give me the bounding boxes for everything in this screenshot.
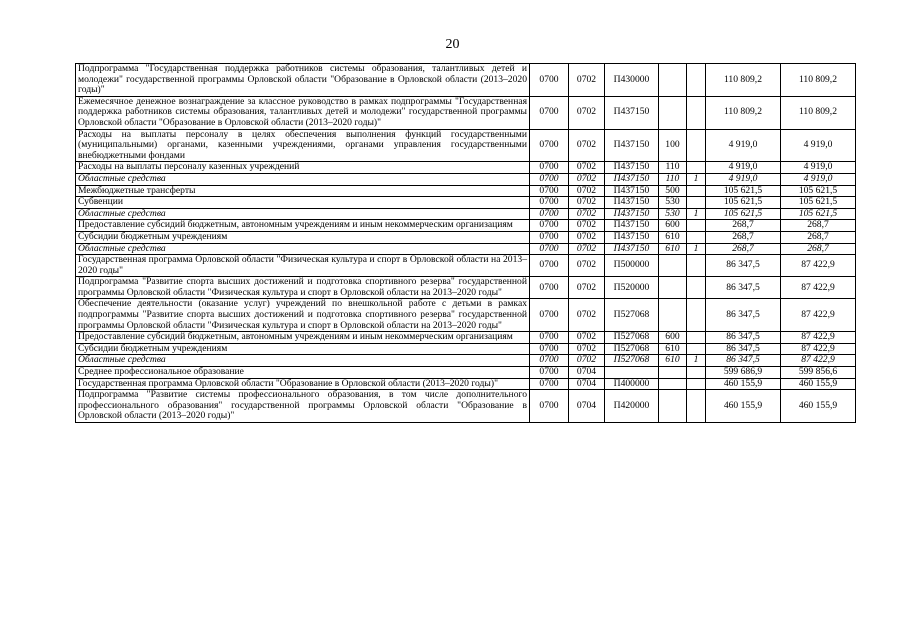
budget-source-code-cell bbox=[687, 197, 706, 209]
row-name-cell: Подпрограмма "Государственная поддержка работников системы образования, талантливых детей и молодежи" государственной программы Орловской области "Образование в Орловской области (2013–2020 годы)" bbox=[76, 64, 530, 97]
expense-type-cell bbox=[659, 255, 687, 277]
target-article-cell: П437150 bbox=[605, 197, 659, 209]
amount-year2-cell: 110 809,2 bbox=[781, 64, 856, 97]
subsection-code-cell: 0702 bbox=[569, 185, 605, 197]
section-code-cell: 0700 bbox=[530, 299, 569, 332]
table-row bbox=[76, 208, 856, 220]
target-article-cell: П400000 bbox=[605, 378, 659, 390]
amount-year1-cell: 86 347,5 bbox=[706, 332, 781, 344]
row-name-cell: Государственная программа Орловской области "Образование в Орловской области (2013–2020 годы)" bbox=[76, 378, 530, 390]
amount-year1-cell: 86 347,5 bbox=[706, 255, 781, 277]
table-row bbox=[76, 299, 856, 332]
row-name-cell: Подпрограмма "Развитие спорта высших достижений и подготовка спортивного резерва" государственной программы Орловской области "Физическая культура и спорт в Орловской области на 2013–2020 годы" bbox=[76, 277, 530, 299]
amount-year2-cell: 460 155,9 bbox=[781, 390, 856, 423]
amount-year2-cell: 268,7 bbox=[781, 231, 856, 243]
row-name-cell: Областные средства bbox=[76, 173, 530, 185]
table-row bbox=[76, 367, 856, 379]
budget-source-code-cell bbox=[687, 220, 706, 232]
amount-year2-cell: 87 422,9 bbox=[781, 299, 856, 332]
row-name-cell: Субвенции bbox=[76, 197, 530, 209]
table-row bbox=[76, 231, 856, 243]
subsection-code-cell: 0704 bbox=[569, 367, 605, 379]
expense-type-cell: 600 bbox=[659, 220, 687, 232]
budget-source-code-cell bbox=[687, 299, 706, 332]
amount-year2-cell: 87 422,9 bbox=[781, 332, 856, 344]
amount-year1-cell: 268,7 bbox=[706, 220, 781, 232]
expense-type-cell: 610 bbox=[659, 231, 687, 243]
amount-year2-cell: 4 919,0 bbox=[781, 173, 856, 185]
expense-type-cell bbox=[659, 367, 687, 379]
budget-source-code-cell bbox=[687, 255, 706, 277]
table-row bbox=[76, 243, 856, 255]
section-code-cell: 0700 bbox=[530, 231, 569, 243]
budget-source-code-cell bbox=[687, 162, 706, 174]
subsection-code-cell: 0704 bbox=[569, 378, 605, 390]
subsection-code-cell: 0702 bbox=[569, 64, 605, 97]
target-article-cell: П420000 bbox=[605, 390, 659, 423]
expense-type-cell bbox=[659, 378, 687, 390]
subsection-code-cell: 0702 bbox=[569, 197, 605, 209]
subsection-code-cell: 0702 bbox=[569, 173, 605, 185]
amount-year1-cell: 4 919,0 bbox=[706, 173, 781, 185]
section-code-cell: 0700 bbox=[530, 185, 569, 197]
target-article-cell: П430000 bbox=[605, 64, 659, 97]
amount-year1-cell: 105 621,5 bbox=[706, 197, 781, 209]
table-row bbox=[76, 185, 856, 197]
section-code-cell: 0700 bbox=[530, 243, 569, 255]
budget-source-code-cell: 1 bbox=[687, 173, 706, 185]
budget-source-code-cell bbox=[687, 231, 706, 243]
expense-type-cell: 610 bbox=[659, 343, 687, 355]
amount-year1-cell: 86 347,5 bbox=[706, 277, 781, 299]
target-article-cell: П527068 bbox=[605, 343, 659, 355]
amount-year2-cell: 4 919,0 bbox=[781, 162, 856, 174]
section-code-cell: 0700 bbox=[530, 378, 569, 390]
amount-year1-cell: 110 809,2 bbox=[706, 64, 781, 97]
amount-year1-cell: 105 621,5 bbox=[706, 208, 781, 220]
table-row bbox=[76, 64, 856, 97]
table-row bbox=[76, 162, 856, 174]
amount-year2-cell: 4 919,0 bbox=[781, 129, 856, 162]
target-article-cell: П437150 bbox=[605, 185, 659, 197]
section-code-cell: 0700 bbox=[530, 96, 569, 129]
row-name-cell: Подпрограмма "Развитие системы профессионального образования, в том числе дополнительного профессионального образования" государственной программы Орловской области "Образование в Орловской области (2013–2020 годы)" bbox=[76, 390, 530, 423]
budget-source-code-cell bbox=[687, 96, 706, 129]
table-row bbox=[76, 197, 856, 209]
amount-year1-cell: 4 919,0 bbox=[706, 162, 781, 174]
subsection-code-cell: 0702 bbox=[569, 162, 605, 174]
subsection-code-cell: 0702 bbox=[569, 129, 605, 162]
amount-year1-cell: 268,7 bbox=[706, 231, 781, 243]
budget-source-code-cell bbox=[687, 129, 706, 162]
expense-type-cell bbox=[659, 299, 687, 332]
target-article-cell bbox=[605, 367, 659, 379]
amount-year2-cell: 105 621,5 bbox=[781, 197, 856, 209]
amount-year1-cell: 460 155,9 bbox=[706, 378, 781, 390]
budget-source-code-cell bbox=[687, 185, 706, 197]
subsection-code-cell: 0702 bbox=[569, 255, 605, 277]
subsection-code-cell: 0702 bbox=[569, 299, 605, 332]
table-row bbox=[76, 343, 856, 355]
subsection-code-cell: 0704 bbox=[569, 390, 605, 423]
amount-year2-cell: 87 422,9 bbox=[781, 277, 856, 299]
expense-type-cell bbox=[659, 390, 687, 423]
table-row bbox=[76, 390, 856, 423]
target-article-cell: П437150 bbox=[605, 220, 659, 232]
budget-source-code-cell: 1 bbox=[687, 355, 706, 367]
budget-source-code-cell: 1 bbox=[687, 208, 706, 220]
section-code-cell: 0700 bbox=[530, 129, 569, 162]
expense-type-cell: 500 bbox=[659, 185, 687, 197]
target-article-cell: П437150 bbox=[605, 243, 659, 255]
amount-year2-cell: 87 422,9 bbox=[781, 255, 856, 277]
row-name-cell: Областные средства bbox=[76, 208, 530, 220]
subsection-code-cell: 0702 bbox=[569, 208, 605, 220]
amount-year2-cell: 87 422,9 bbox=[781, 343, 856, 355]
subsection-code-cell: 0702 bbox=[569, 220, 605, 232]
expense-type-cell: 100 bbox=[659, 129, 687, 162]
section-code-cell: 0700 bbox=[530, 343, 569, 355]
section-code-cell: 0700 bbox=[530, 390, 569, 423]
table-row bbox=[76, 255, 856, 277]
target-article-cell: П437150 bbox=[605, 96, 659, 129]
table-row bbox=[76, 96, 856, 129]
section-code-cell: 0700 bbox=[530, 355, 569, 367]
target-article-cell: П437150 bbox=[605, 129, 659, 162]
table-row bbox=[76, 332, 856, 344]
target-article-cell: П520000 bbox=[605, 277, 659, 299]
row-name-cell: Среднее профессиональное образование bbox=[76, 367, 530, 379]
target-article-cell: П527068 bbox=[605, 299, 659, 332]
row-name-cell: Областные средства bbox=[76, 355, 530, 367]
table-row bbox=[76, 277, 856, 299]
target-article-cell: П437150 bbox=[605, 173, 659, 185]
amount-year1-cell: 86 347,5 bbox=[706, 343, 781, 355]
amount-year1-cell: 268,7 bbox=[706, 243, 781, 255]
row-name-cell: Предоставление субсидий бюджетным, автономным учреждениям и иным некоммерческим организациям bbox=[76, 332, 530, 344]
subsection-code-cell: 0702 bbox=[569, 277, 605, 299]
amount-year2-cell: 268,7 bbox=[781, 243, 856, 255]
target-article-cell: П500000 bbox=[605, 255, 659, 277]
expense-type-cell bbox=[659, 277, 687, 299]
expense-type-cell: 110 bbox=[659, 173, 687, 185]
budget-source-code-cell: 1 bbox=[687, 243, 706, 255]
budget-source-code-cell bbox=[687, 343, 706, 355]
amount-year1-cell: 460 155,9 bbox=[706, 390, 781, 423]
table-row bbox=[76, 173, 856, 185]
row-name-cell: Межбюджетные трансферты bbox=[76, 185, 530, 197]
subsection-code-cell: 0702 bbox=[569, 231, 605, 243]
budget-source-code-cell bbox=[687, 378, 706, 390]
budget-source-code-cell bbox=[687, 367, 706, 379]
table-row bbox=[76, 220, 856, 232]
section-code-cell: 0700 bbox=[530, 220, 569, 232]
amount-year2-cell: 110 809,2 bbox=[781, 96, 856, 129]
subsection-code-cell: 0702 bbox=[569, 355, 605, 367]
expense-type-cell: 530 bbox=[659, 208, 687, 220]
amount-year2-cell: 268,7 bbox=[781, 220, 856, 232]
budget-source-code-cell bbox=[687, 332, 706, 344]
budget-source-code-cell bbox=[687, 390, 706, 423]
table-row bbox=[76, 129, 856, 162]
target-article-cell: П437150 bbox=[605, 231, 659, 243]
budget-table bbox=[75, 63, 856, 423]
amount-year2-cell: 460 155,9 bbox=[781, 378, 856, 390]
amount-year2-cell: 599 856,6 bbox=[781, 367, 856, 379]
target-article-cell: П437150 bbox=[605, 162, 659, 174]
target-article-cell: П527068 bbox=[605, 355, 659, 367]
amount-year1-cell: 86 347,5 bbox=[706, 355, 781, 367]
subsection-code-cell: 0702 bbox=[569, 343, 605, 355]
section-code-cell: 0700 bbox=[530, 367, 569, 379]
amount-year1-cell: 105 621,5 bbox=[706, 185, 781, 197]
amount-year1-cell: 110 809,2 bbox=[706, 96, 781, 129]
section-code-cell: 0700 bbox=[530, 277, 569, 299]
expense-type-cell: 600 bbox=[659, 332, 687, 344]
target-article-cell: П437150 bbox=[605, 208, 659, 220]
page-number: 20 bbox=[445, 37, 460, 52]
row-name-cell: Расходы на выплаты персоналу казенных учреждений bbox=[76, 162, 530, 174]
target-article-cell: П527068 bbox=[605, 332, 659, 344]
row-name-cell: Субсидии бюджетным учреждениям bbox=[76, 343, 530, 355]
amount-year1-cell: 86 347,5 bbox=[706, 299, 781, 332]
budget-source-code-cell bbox=[687, 64, 706, 97]
expense-type-cell bbox=[659, 96, 687, 129]
budget-source-code-cell bbox=[687, 277, 706, 299]
section-code-cell: 0700 bbox=[530, 197, 569, 209]
row-name-cell: Ежемесячное денежное вознаграждение за классное руководство в рамках подпрограммы "Государственная поддержка работников системы образования, талантливых детей и молодежи" государственной программы Орловской области "Образование в Орловской области (2013–2020 годы)" bbox=[76, 96, 530, 129]
expense-type-cell: 610 bbox=[659, 355, 687, 367]
amount-year2-cell: 105 621,5 bbox=[781, 185, 856, 197]
row-name-cell: Государственная программа Орловской области "Физическая культура и спорт в Орловской области на 2013–2020 годы" bbox=[76, 255, 530, 277]
subsection-code-cell: 0702 bbox=[569, 332, 605, 344]
table-row bbox=[76, 355, 856, 367]
section-code-cell: 0700 bbox=[530, 255, 569, 277]
table-row bbox=[76, 378, 856, 390]
row-name-cell: Обеспечение деятельности (оказание услуг) учреждений по внешкольной работе с детьми в рамках подпрограммы "Развитие спорта высших достижений и подготовка спортивного резерва" государственной программы Орловской области "Физическая культура и спорт в Орловской области на 2013–2020 годы" bbox=[76, 299, 530, 332]
section-code-cell: 0700 bbox=[530, 332, 569, 344]
subsection-code-cell: 0702 bbox=[569, 243, 605, 255]
section-code-cell: 0700 bbox=[530, 162, 569, 174]
amount-year2-cell: 105 621,5 bbox=[781, 208, 856, 220]
row-name-cell: Предоставление субсидий бюджетным, автономным учреждениям и иным некоммерческим организациям bbox=[76, 220, 530, 232]
row-name-cell: Расходы на выплаты персоналу в целях обеспечения выполнения функций государственными (муниципальными) органами, казенными учреждениями, органами управления государственными внебюджетными фондами bbox=[76, 129, 530, 162]
row-name-cell: Областные средства bbox=[76, 243, 530, 255]
section-code-cell: 0700 bbox=[530, 64, 569, 97]
section-code-cell: 0700 bbox=[530, 173, 569, 185]
row-name-cell: Субсидии бюджетным учреждениям bbox=[76, 231, 530, 243]
amount-year1-cell: 599 686,9 bbox=[706, 367, 781, 379]
expense-type-cell: 110 bbox=[659, 162, 687, 174]
subsection-code-cell: 0702 bbox=[569, 96, 605, 129]
section-code-cell: 0700 bbox=[530, 208, 569, 220]
expense-type-cell: 610 bbox=[659, 243, 687, 255]
amount-year2-cell: 87 422,9 bbox=[781, 355, 856, 367]
expense-type-cell: 530 bbox=[659, 197, 687, 209]
budget-table-body bbox=[76, 64, 856, 423]
amount-year1-cell: 4 919,0 bbox=[706, 129, 781, 162]
expense-type-cell bbox=[659, 64, 687, 97]
